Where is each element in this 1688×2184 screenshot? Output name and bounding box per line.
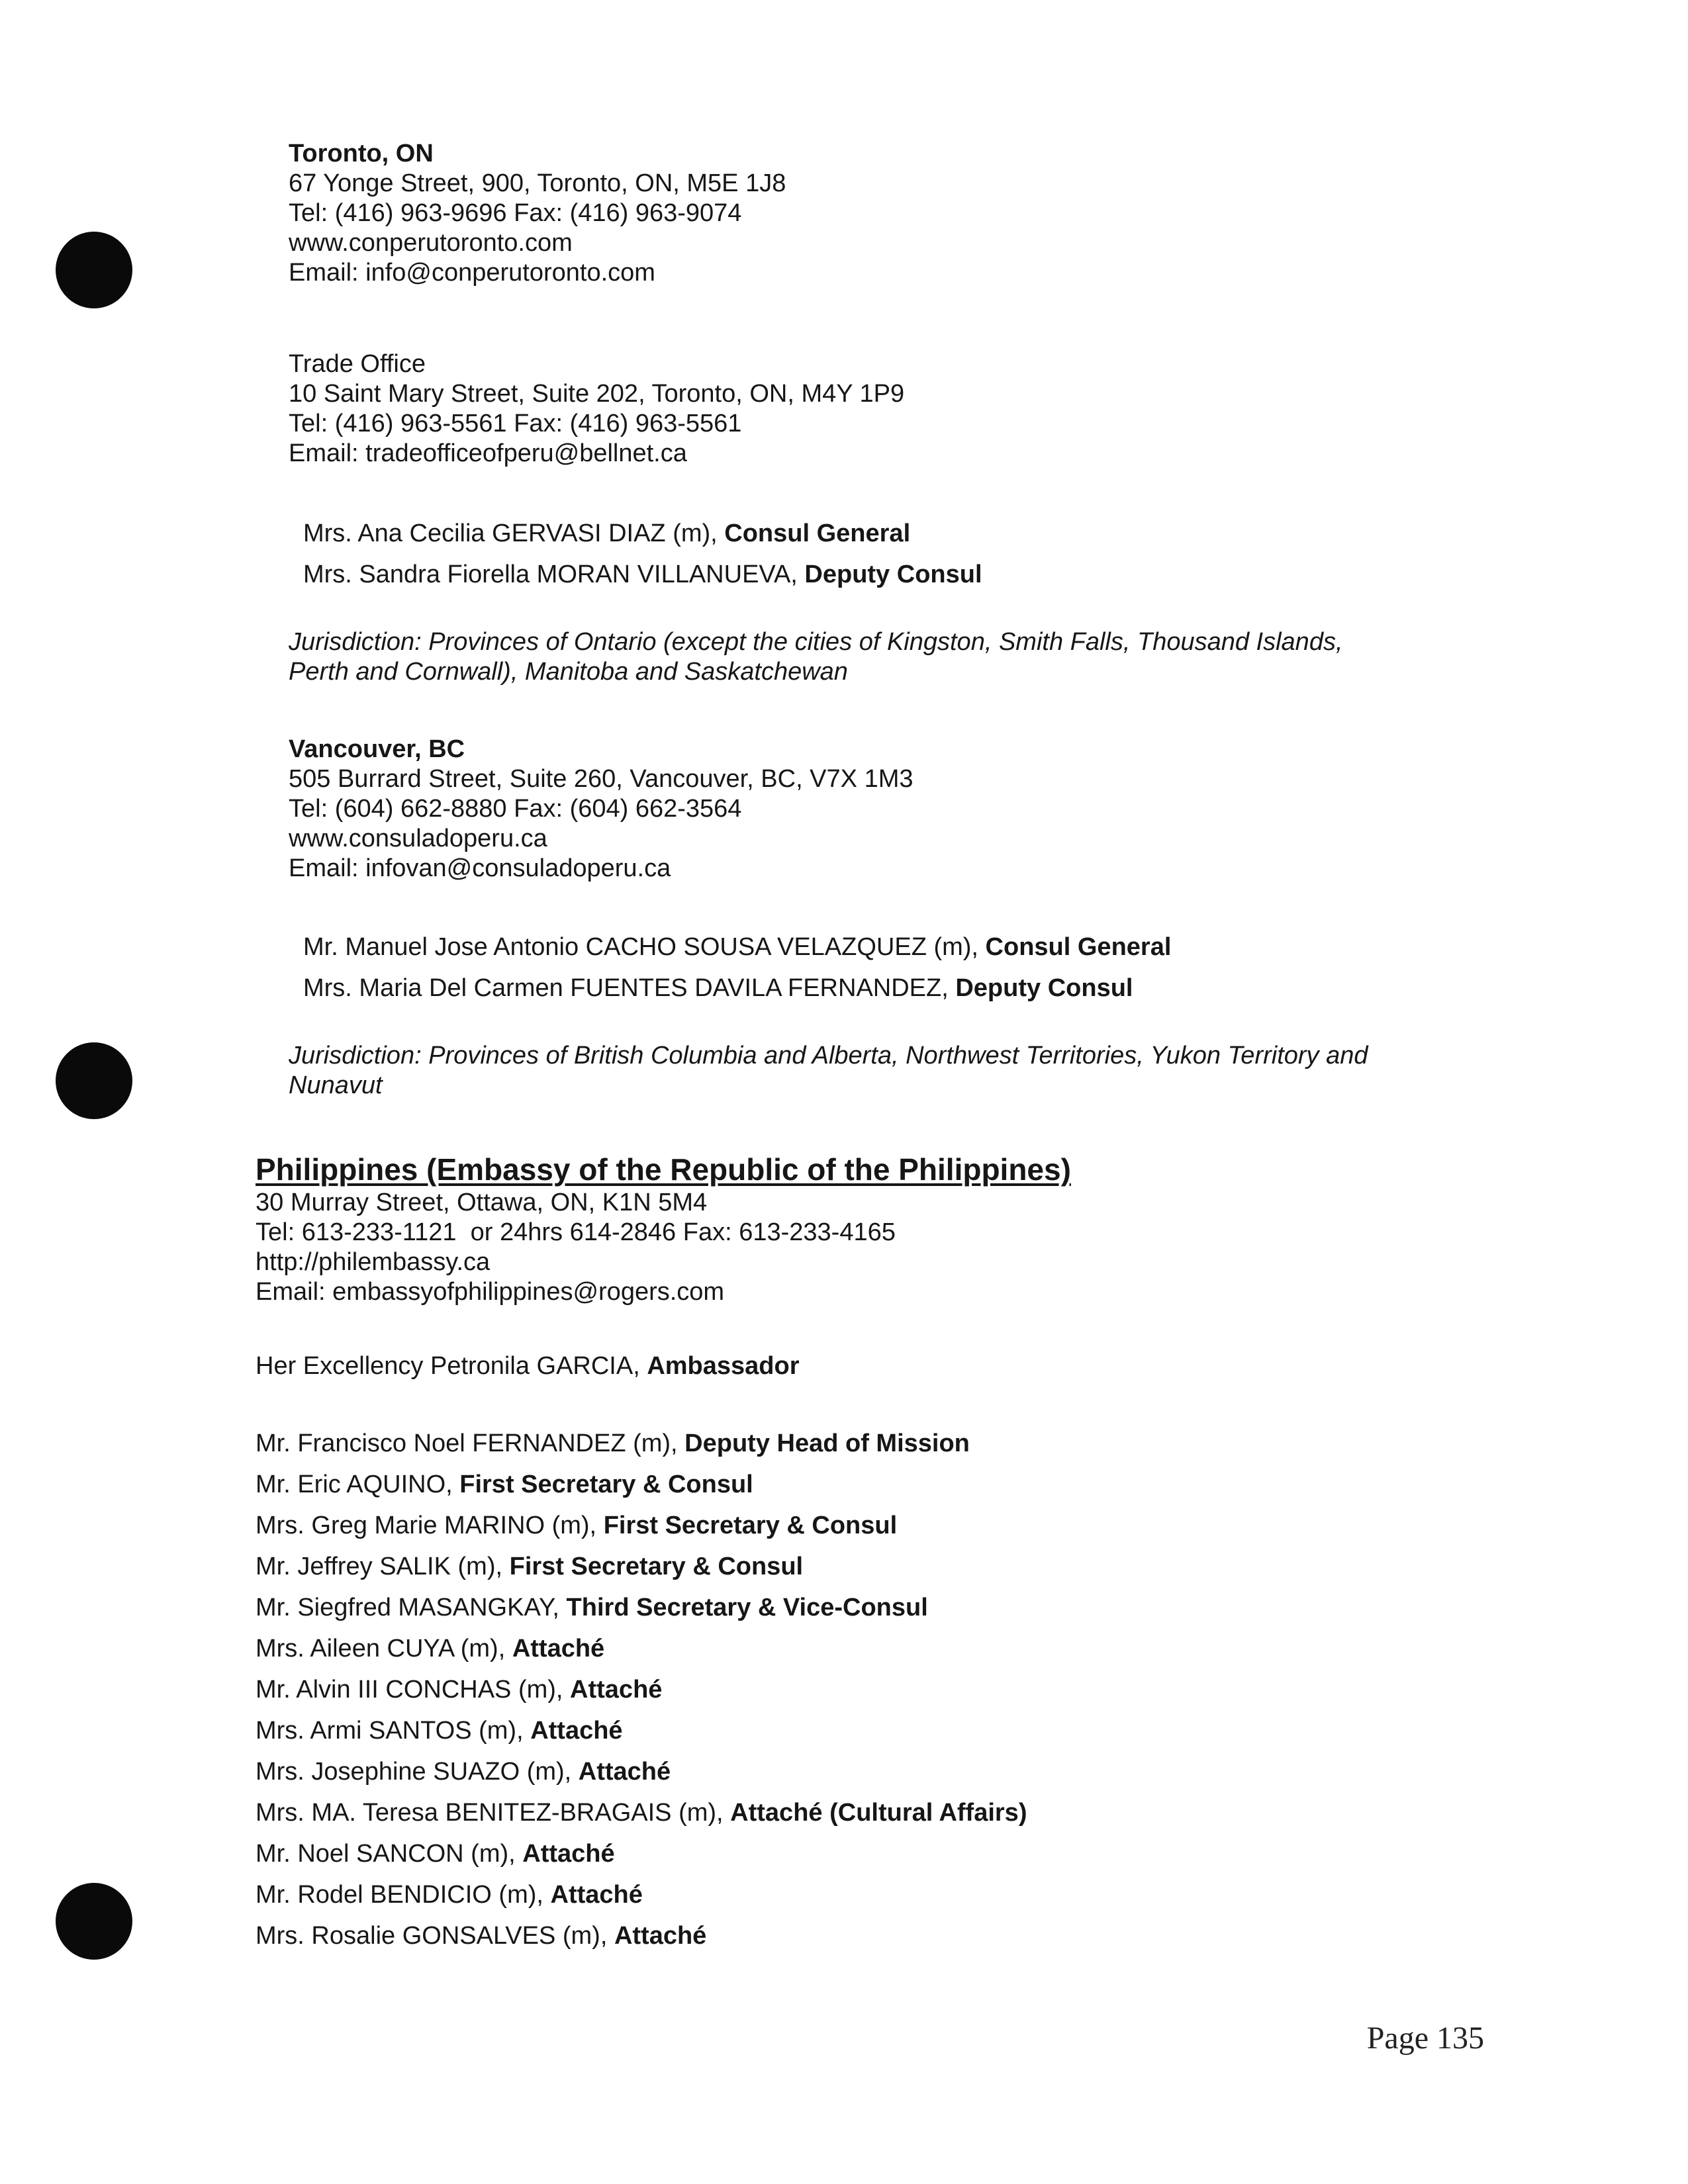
- staff-name: Mr. Eric AQUINO,: [256, 1471, 460, 1498]
- staff-title: Deputy Consul: [804, 561, 982, 588]
- toronto-jurisdiction: [289, 627, 1343, 687]
- vancouver-website: www.consuladoperu.ca: [289, 825, 547, 852]
- staff-entry: [303, 513, 982, 554]
- staff-name: Mrs. Josephine SUAZO (m),: [256, 1758, 579, 1786]
- staff-title: Attaché: [512, 1635, 605, 1662]
- toronto-consulate-block: [289, 139, 786, 288]
- staff-entry: [256, 1464, 1027, 1505]
- philippines-staff-list: [256, 1423, 1027, 1956]
- staff-title: Attaché: [570, 1676, 663, 1704]
- vancouver-jurisdiction: [289, 1041, 1368, 1101]
- punch-hole-bottom: [56, 1883, 132, 1960]
- staff-entry: [256, 1587, 1027, 1628]
- staff-entry: [256, 1792, 1027, 1833]
- staff-title: Attaché (Cultural Affairs): [730, 1799, 1027, 1827]
- staff-title: First Secretary & Consul: [509, 1553, 804, 1580]
- jurisdiction-line: Perth and Cornwall), Manitoba and Saskatchewan: [289, 658, 848, 686]
- staff-title: Ambassador: [647, 1352, 800, 1380]
- philippines-tel-fax: Tel: 613-233-1121 or 24hrs 614-2846 Fax: 613-233-4165: [256, 1218, 896, 1246]
- philippines-heading: Philippines (Embassy of the Republic of the Philippines): [256, 1152, 1071, 1187]
- toronto-tel-fax: Tel: (416) 963-9696 Fax: (416) 963-9074: [289, 199, 742, 227]
- staff-title: Attaché: [550, 1881, 643, 1909]
- staff-entry: [256, 1423, 1027, 1464]
- staff-name: Mr. Alvin III CONCHAS (m),: [256, 1676, 571, 1704]
- staff-title: Third Secretary & Vice-Consul: [566, 1594, 928, 1621]
- staff-name: Mrs. Aileen CUYA (m),: [256, 1635, 512, 1662]
- toronto-staff-list: [303, 513, 982, 595]
- staff-title: First Secretary & Consul: [459, 1471, 753, 1498]
- staff-entry: [256, 1915, 1027, 1956]
- staff-entry: [303, 927, 1171, 968]
- toronto-address: 67 Yonge Street, 900, Toronto, ON, M5E 1J8: [289, 169, 786, 197]
- staff-entry: [256, 1628, 1027, 1669]
- staff-title: Consul General: [985, 933, 1172, 961]
- staff-title: Deputy Consul: [955, 974, 1133, 1002]
- trade-office-block: [289, 349, 904, 469]
- trade-office-address: 10 Saint Mary Street, Suite 202, Toronto, ON, M4Y 1P9: [289, 380, 905, 408]
- philippines-contact-block: [256, 1188, 896, 1307]
- vancouver-address: 505 Burrard Street, Suite 260, Vancouver, BC, V7X 1M3: [289, 765, 914, 793]
- vancouver-tel-fax: Tel: (604) 662-8880 Fax: (604) 662-3564: [289, 795, 742, 823]
- toronto-website: www.conperutoronto.com: [289, 229, 573, 257]
- staff-name: Mr. Manuel Jose Antonio CACHO SOUSA VELAZQUEZ (m),: [303, 933, 986, 961]
- staff-name: Mrs. Armi SANTOS (m),: [256, 1717, 531, 1745]
- staff-entry: [256, 1751, 1027, 1792]
- philippines-ambassador: [256, 1351, 800, 1381]
- staff-name: Mrs. Rosalie GONSALVES (m),: [256, 1922, 614, 1950]
- staff-title: First Secretary & Consul: [603, 1512, 898, 1539]
- staff-entry: [303, 968, 1171, 1009]
- staff-entry: [256, 1669, 1027, 1710]
- staff-entry: [256, 1710, 1027, 1751]
- staff-entry: [256, 1351, 800, 1381]
- philippines-email: Email: embassyofphilippines@rogers.com: [256, 1278, 725, 1306]
- vancouver-email: Email: infovan@consuladoperu.ca: [289, 854, 671, 882]
- punch-hole-middle: [56, 1042, 132, 1119]
- punch-hole-top: [56, 232, 132, 308]
- vancouver-staff-list: [303, 927, 1171, 1009]
- staff-name: Mr. Francisco Noel FERNANDEZ (m),: [256, 1430, 685, 1457]
- trade-office-tel-fax: Tel: (416) 963-5561 Fax: (416) 963-5561: [289, 410, 742, 437]
- jurisdiction-line: Jurisdiction: Provinces of Ontario (except the cities of Kingston, Smith Falls, Thousand Islands,: [289, 628, 1343, 656]
- page-number: Page 135: [1366, 2021, 1484, 2056]
- staff-name: Mr. Siegfred MASANGKAY,: [256, 1594, 567, 1621]
- toronto-city: Toronto, ON: [289, 140, 434, 167]
- staff-title: Attaché: [522, 1840, 615, 1868]
- staff-name: Mrs. Sandra Fiorella MORAN VILLANUEVA,: [303, 561, 805, 588]
- staff-name: Mrs. MA. Teresa BENITEZ-BRAGAIS (m),: [256, 1799, 731, 1827]
- staff-title: Attaché: [578, 1758, 671, 1786]
- staff-name: Mr. Jeffrey SALIK (m),: [256, 1553, 510, 1580]
- jurisdiction-line: Nunavut: [289, 1071, 383, 1099]
- staff-title: Consul General: [724, 520, 911, 547]
- staff-entry: [256, 1505, 1027, 1546]
- jurisdiction-line: Jurisdiction: Provinces of British Columbia and Alberta, Northwest Territories, Yukon Territory and: [289, 1042, 1368, 1069]
- staff-entry: [303, 554, 982, 595]
- staff-name: Mrs. Greg Marie MARINO (m),: [256, 1512, 604, 1539]
- staff-name: Mr. Noel SANCON (m),: [256, 1840, 523, 1868]
- philippines-address: 30 Murray Street, Ottawa, ON, K1N 5M4: [256, 1189, 708, 1216]
- trade-office-title: Trade Office: [289, 350, 426, 378]
- toronto-email: Email: info@conperutoronto.com: [289, 259, 655, 287]
- staff-name: Her Excellency Petronila GARCIA,: [256, 1352, 647, 1380]
- vancouver-city: Vancouver, BC: [289, 735, 465, 763]
- vancouver-consulate-block: [289, 735, 914, 884]
- staff-name: Mrs. Maria Del Carmen FUENTES DAVILA FERNANDEZ,: [303, 974, 956, 1002]
- philippines-website: http://philembassy.ca: [256, 1248, 491, 1276]
- staff-name: Mr. Rodel BENDICIO (m),: [256, 1881, 551, 1909]
- staff-title: Deputy Head of Mission: [684, 1430, 970, 1457]
- staff-title: Attaché: [530, 1717, 623, 1745]
- staff-entry: [256, 1833, 1027, 1874]
- staff-name: Mrs. Ana Cecilia GERVASI DIAZ (m),: [303, 520, 725, 547]
- staff-entry: [256, 1874, 1027, 1915]
- staff-entry: [256, 1546, 1027, 1587]
- staff-title: Attaché: [614, 1922, 707, 1950]
- trade-office-email: Email: tradeofficeofperu@bellnet.ca: [289, 439, 687, 467]
